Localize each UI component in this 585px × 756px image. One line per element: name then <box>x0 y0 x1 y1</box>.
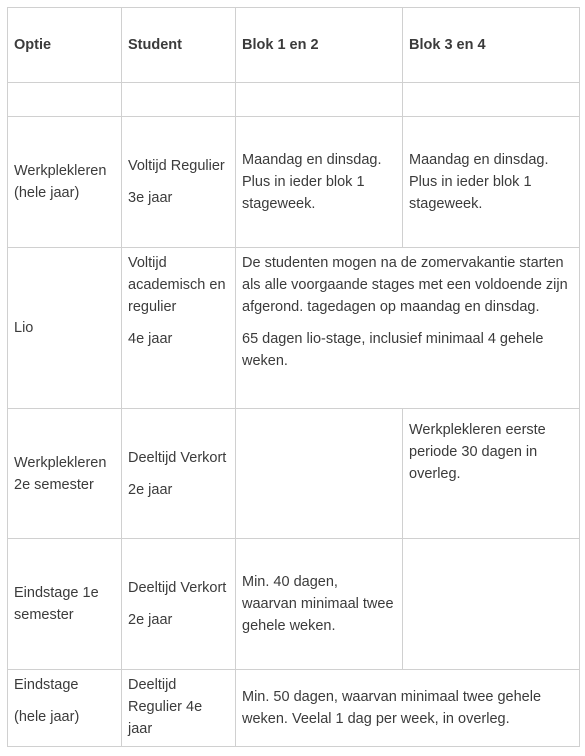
student-type: Voltijd academisch en regulier <box>128 255 226 315</box>
student-year: 3e jaar <box>128 190 173 206</box>
table-row <box>8 670 580 747</box>
student-year: 2e jaar <box>128 481 173 498</box>
blok12-cell <box>236 409 403 539</box>
student-cell <box>122 409 236 539</box>
header-blok-3-en-4: Blok 3 en 4 <box>403 8 580 83</box>
student-year: 4e jaar <box>128 331 173 347</box>
blok12-text: Maandag en dinsdag. Plus in ieder blok 1 stageweek. <box>242 152 382 212</box>
table-row <box>8 248 580 409</box>
merged-text: Min. 50 dagen, waarvan minimaal twee gehele weken. Veelal 1 dag per week, in overleg. <box>242 689 542 727</box>
blok34-cell <box>403 117 580 248</box>
blok-merged-cell <box>236 670 580 747</box>
empty-cell <box>236 83 403 117</box>
optie-cell <box>8 670 122 747</box>
stage-options-table <box>7 7 580 747</box>
empty-cell <box>122 83 236 117</box>
optie-cell <box>8 539 122 670</box>
optie-cell <box>8 117 122 248</box>
student-type: Deeltijd Regulier 4e jaar <box>128 677 203 737</box>
student-type: Voltijd Regulier <box>128 158 225 174</box>
blok34-cell <box>403 409 580 539</box>
merged-paragraph-2: 65 dagen lio-stage, inclusief minimaal 4 gehele weken. <box>242 331 544 369</box>
header-blok-1-en-2: Blok 1 en 2 <box>236 8 403 83</box>
student-cell <box>122 539 236 670</box>
table-row <box>8 117 580 248</box>
merged-paragraph-1: De studenten mogen na de zomervakantie starten als alle voorgaande stages met een voldoende zijn afgerond. tagedagen op maandag en dinsdag. <box>242 255 568 315</box>
optie-subtext: (hele jaar) <box>14 709 80 725</box>
blok-merged-cell <box>236 248 580 409</box>
student-cell <box>122 117 236 248</box>
student-cell <box>122 248 236 409</box>
student-type: Deeltijd Verkort <box>128 449 227 466</box>
optie-text: Eindstage <box>14 677 79 693</box>
empty-row <box>8 83 580 117</box>
blok12-text: Min. 40 dagen, waarvan minimaal twee gehele weken. <box>242 574 394 634</box>
optie-text: Werkplekleren 2e semester <box>14 454 107 493</box>
student-type: Deeltijd Verkort <box>128 580 227 596</box>
blok34-cell <box>403 539 580 670</box>
blok12-cell <box>236 539 403 670</box>
optie-text: Lio <box>14 320 34 336</box>
optie-cell <box>8 248 122 409</box>
optie-cell <box>8 409 122 539</box>
optie-text: Eindstage 1e semester <box>14 585 99 623</box>
student-year: 2e jaar <box>128 612 173 628</box>
blok12-cell <box>236 117 403 248</box>
table-row <box>8 409 580 539</box>
optie-text: Werkplekleren (hele jaar) <box>14 163 107 201</box>
empty-cell <box>8 83 122 117</box>
blok34-text: Maandag en dinsdag. Plus in ieder blok 1 stageweek. <box>409 152 549 212</box>
header-row <box>8 8 580 83</box>
table-row <box>8 539 580 670</box>
empty-cell <box>403 83 580 117</box>
blok34-text: Werkplekleren eerste periode 30 dagen in overleg. <box>409 422 546 482</box>
student-cell <box>122 670 236 747</box>
header-student: Student <box>122 8 236 83</box>
header-optie: Optie <box>8 8 122 83</box>
